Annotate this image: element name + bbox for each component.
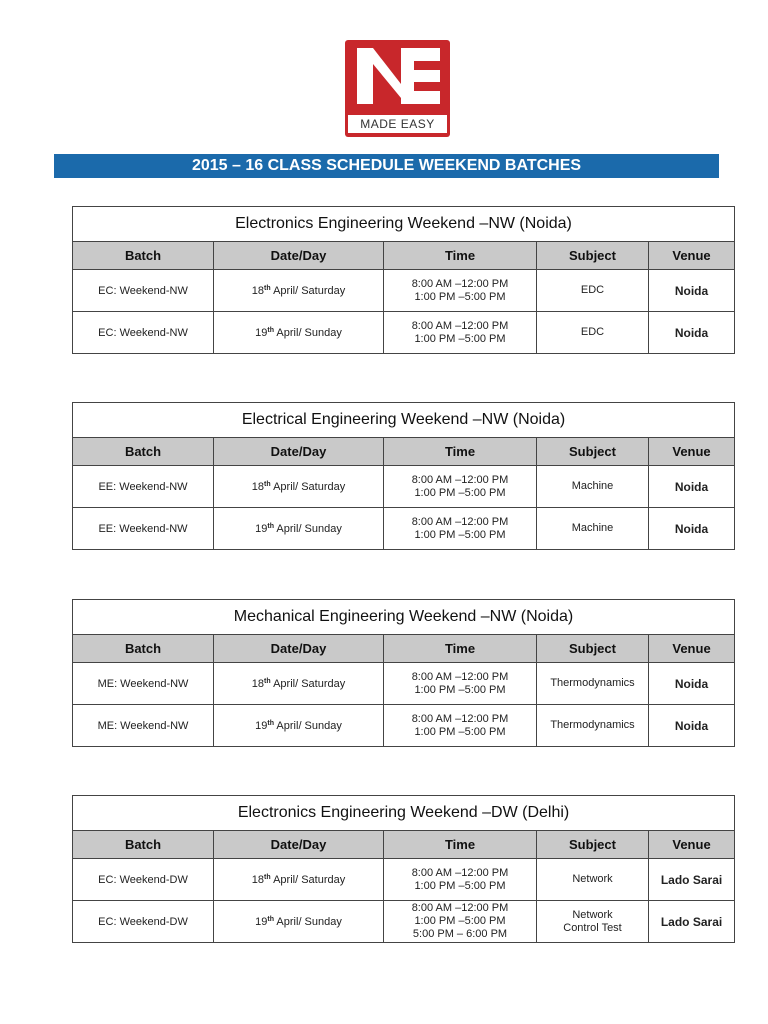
subject-cell: EDC bbox=[537, 312, 649, 354]
subject-cell: Thermodynamics bbox=[537, 705, 649, 747]
subject-cell: Network Control Test bbox=[537, 901, 649, 943]
table-title: Electronics Engineering Weekend –NW (Noida) bbox=[73, 207, 735, 242]
time-cell: 8:00 AM –12:00 PM 1:00 PM –5:00 PM bbox=[384, 466, 537, 508]
table-row bbox=[73, 466, 735, 508]
date-cell: 19th April/ Sunday bbox=[214, 312, 384, 354]
schedule-banner: 2015 – 16 CLASS SCHEDULE WEEKEND BATCHES bbox=[54, 154, 719, 178]
header-date-day: Date/Day bbox=[214, 242, 384, 270]
date-cell: 18th April/ Saturday bbox=[214, 270, 384, 312]
batch-cell: EC: Weekend-NW bbox=[73, 312, 214, 354]
header-batch: Batch bbox=[73, 438, 214, 466]
header-time: Time bbox=[384, 242, 537, 270]
header-subject: Subject bbox=[537, 242, 649, 270]
batch-cell: EC: Weekend-DW bbox=[73, 901, 214, 943]
table-title: Electrical Engineering Weekend –NW (Noida) bbox=[73, 403, 735, 438]
date-cell: 18th April/ Saturday bbox=[214, 859, 384, 901]
venue-cell: Noida bbox=[649, 663, 735, 705]
header-date-day: Date/Day bbox=[214, 831, 384, 859]
time-cell: 8:00 AM –12:00 PM 1:00 PM –5:00 PM bbox=[384, 312, 537, 354]
schedule-table bbox=[72, 795, 735, 943]
batch-cell: EC: Weekend-NW bbox=[73, 270, 214, 312]
header-subject: Subject bbox=[537, 831, 649, 859]
table-row bbox=[73, 705, 735, 747]
header-date-day: Date/Day bbox=[214, 438, 384, 466]
date-cell: 19th April/ Sunday bbox=[214, 705, 384, 747]
time-cell: 8:00 AM –12:00 PM 1:00 PM –5:00 PM bbox=[384, 270, 537, 312]
venue-cell: Lado Sarai bbox=[649, 901, 735, 943]
time-cell: 8:00 AM –12:00 PM 1:00 PM –5:00 PM bbox=[384, 705, 537, 747]
header-batch: Batch bbox=[73, 831, 214, 859]
header-venue: Venue bbox=[649, 438, 735, 466]
batch-cell: ME: Weekend-NW bbox=[73, 663, 214, 705]
logo-text: MADE EASY bbox=[348, 115, 447, 133]
header-subject: Subject bbox=[537, 438, 649, 466]
ne-logo-icon bbox=[345, 40, 450, 115]
venue-cell: Noida bbox=[649, 466, 735, 508]
batch-cell: EE: Weekend-NW bbox=[73, 466, 214, 508]
date-cell: 19th April/ Sunday bbox=[214, 901, 384, 943]
time-cell: 8:00 AM –12:00 PM 1:00 PM –5:00 PM bbox=[384, 859, 537, 901]
header-time: Time bbox=[384, 438, 537, 466]
venue-cell: Noida bbox=[649, 270, 735, 312]
subject-cell: Network bbox=[537, 859, 649, 901]
table-title: Electronics Engineering Weekend –DW (Delhi) bbox=[73, 796, 735, 831]
header-batch: Batch bbox=[73, 242, 214, 270]
table-title: Mechanical Engineering Weekend –NW (Noida) bbox=[73, 600, 735, 635]
time-cell: 8:00 AM –12:00 PM 1:00 PM –5:00 PM bbox=[384, 508, 537, 550]
header-batch: Batch bbox=[73, 635, 214, 663]
table-row bbox=[73, 901, 735, 943]
header-venue: Venue bbox=[649, 831, 735, 859]
batch-cell: EC: Weekend-DW bbox=[73, 859, 214, 901]
subject-cell: Machine bbox=[537, 466, 649, 508]
subject-cell: Thermodynamics bbox=[537, 663, 649, 705]
header-time: Time bbox=[384, 831, 537, 859]
venue-cell: Noida bbox=[649, 705, 735, 747]
schedule-table bbox=[72, 206, 735, 354]
header-time: Time bbox=[384, 635, 537, 663]
time-cell: 8:00 AM –12:00 PM 1:00 PM –5:00 PM bbox=[384, 663, 537, 705]
schedule-table bbox=[72, 402, 735, 550]
venue-cell: Noida bbox=[649, 508, 735, 550]
made-easy-logo bbox=[345, 40, 450, 137]
time-cell: 8:00 AM –12:00 PM 1:00 PM –5:00 PM 5:00 PM – 6:00 PM bbox=[384, 901, 537, 943]
header-date-day: Date/Day bbox=[214, 635, 384, 663]
table-row bbox=[73, 859, 735, 901]
header-venue: Venue bbox=[649, 242, 735, 270]
date-cell: 18th April/ Saturday bbox=[214, 663, 384, 705]
subject-cell: Machine bbox=[537, 508, 649, 550]
table-row bbox=[73, 508, 735, 550]
batch-cell: ME: Weekend-NW bbox=[73, 705, 214, 747]
header-subject: Subject bbox=[537, 635, 649, 663]
date-cell: 19th April/ Sunday bbox=[214, 508, 384, 550]
header-venue: Venue bbox=[649, 635, 735, 663]
venue-cell: Lado Sarai bbox=[649, 859, 735, 901]
batch-cell: EE: Weekend-NW bbox=[73, 508, 214, 550]
schedule-table bbox=[72, 599, 735, 747]
subject-cell: EDC bbox=[537, 270, 649, 312]
date-cell: 18th April/ Saturday bbox=[214, 466, 384, 508]
table-row bbox=[73, 270, 735, 312]
venue-cell: Noida bbox=[649, 312, 735, 354]
table-row bbox=[73, 663, 735, 705]
table-row bbox=[73, 312, 735, 354]
